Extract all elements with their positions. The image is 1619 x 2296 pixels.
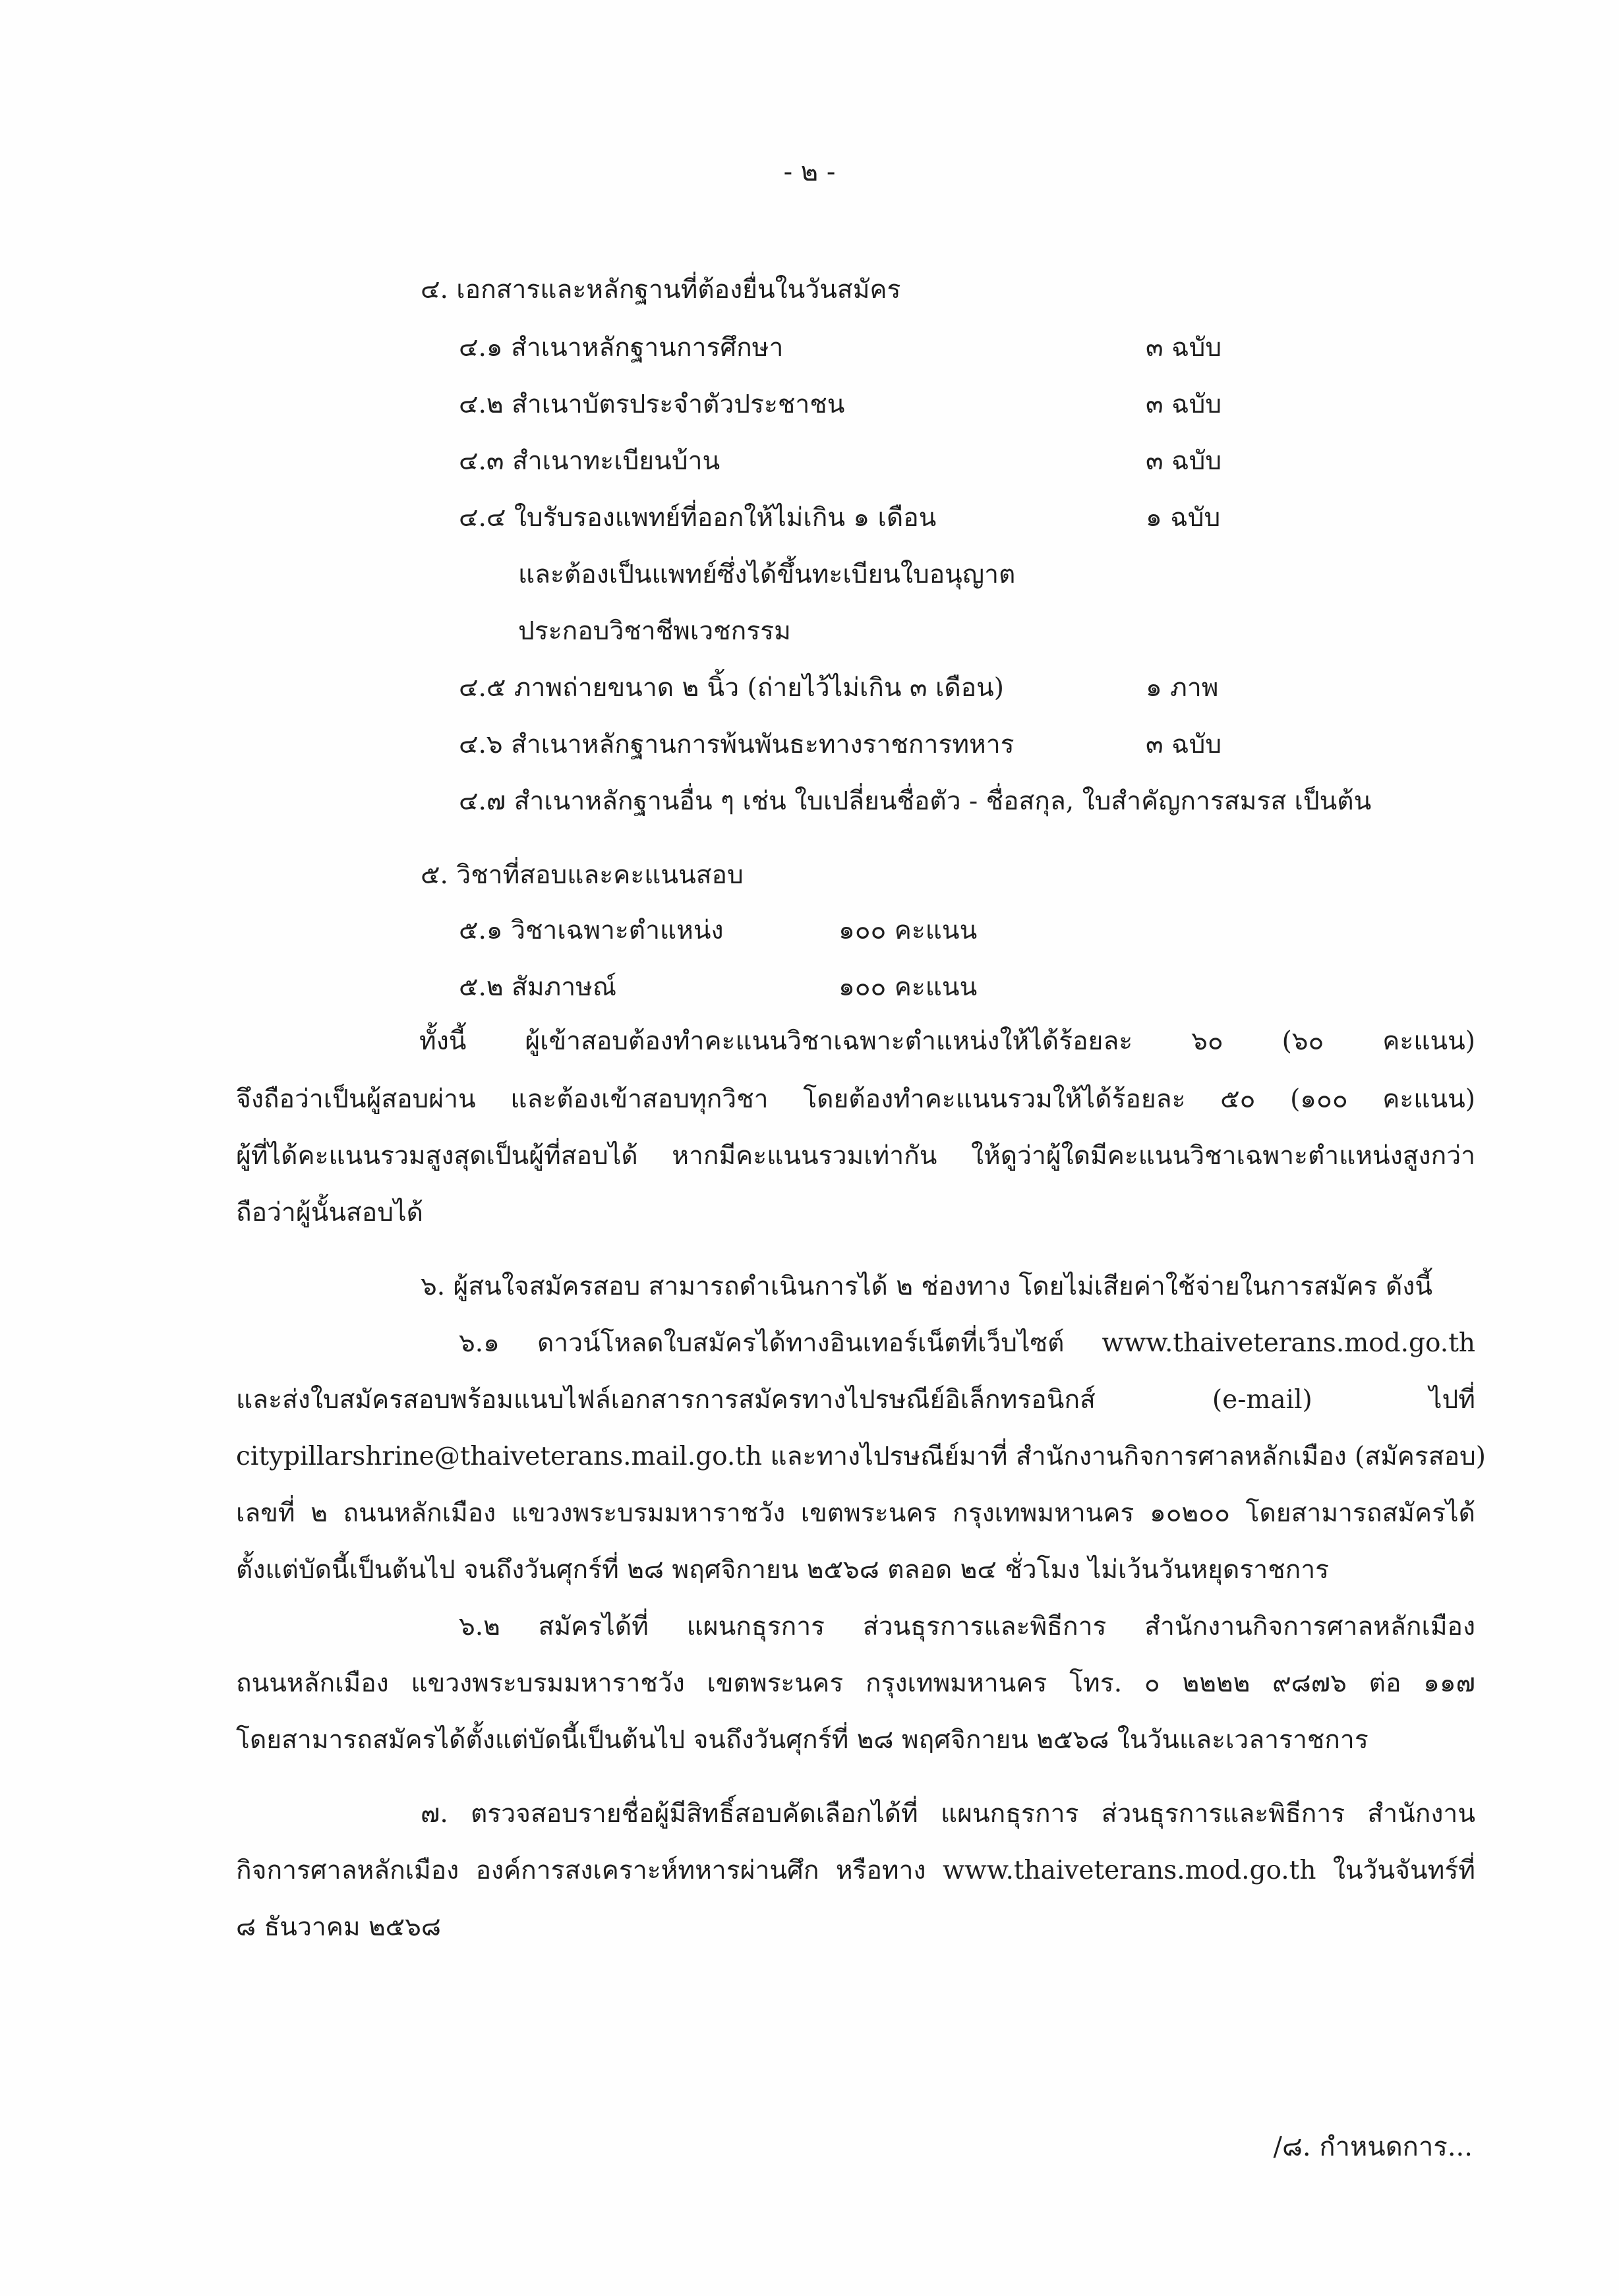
- section6-heading: ๖. ผู้สนใจสมัครสอบ สามารถดำเนินการได้ ๒ ช่องทาง โดยไม่เสียค่าใช้จ่ายในการสมัคร ดังนี้: [421, 1272, 1432, 1301]
- section4-heading: ๔. เอกสารและหลักฐานที่ต้องยื่นในวันสมัคร: [421, 275, 901, 305]
- section5-para-line-4: ถือว่าผู้นั้นสอบได้: [236, 1198, 423, 1227]
- section6-2-line-2: ถนนหลักเมือง แขวงพระบรมมหาราชวัง เขตพระนคร กรุงเทพมหานคร โทร. ๐ ๒๒๒๒ ๙๘๗๖ ต่อ ๑๑๗: [236, 1668, 1475, 1698]
- item-4-1-copies: ๓ ฉบับ: [1146, 333, 1222, 363]
- section7-line-3: ๘ ธันวาคม ๒๕๖๘: [236, 1912, 442, 1942]
- footer-continuation: /๘. กำหนดการ...: [1273, 2132, 1473, 2162]
- item-4-5-label: ๔.๕ ภาพถ่ายขนาด ๒ นิ้ว (ถ่ายไว้ไม่เกิน ๓ เดือน): [459, 673, 1004, 703]
- item-5-2-label: ๕.๒ สัมภาษณ์: [459, 972, 617, 1002]
- section6-1-line-1: ๖.๑ ดาวน์โหลดใบสมัครได้ทางอินเทอร์เน็ตที่เว็บไซต์ www.thaiveterans.mod.go.th: [459, 1328, 1475, 1358]
- item-4-4-continuation-2: ประกอบวิชาชีพเวชกรรม: [518, 616, 791, 646]
- section6-2-line-1: ๖.๒ สมัครได้ที่ แผนกธุรการ ส่วนธุรการและพิธีการ สำนักงานกิจการศาลหลักเมือง: [459, 1612, 1475, 1641]
- item-4-4-label: ๔.๔ ใบรับรองแพทย์ที่ออกให้ไม่เกิน ๑ เดือน: [459, 503, 937, 533]
- section5-para-line-3: ผู้ที่ได้คะแนนรวมสูงสุดเป็นผู้ที่สอบได้ หากมีคะแนนรวมเท่ากัน ให้ดูว่าผู้ใดมีคะแนนวิชาเฉพาะตำแหน่งสูงกว่า: [236, 1141, 1475, 1171]
- item-4-6-copies: ๓ ฉบับ: [1146, 730, 1222, 759]
- item-4-2-label: ๔.๒ สำเนาบัตรประจำตัวประชาชน: [459, 390, 845, 419]
- item-4-3-copies: ๓ ฉบับ: [1146, 446, 1222, 476]
- item-4-4-copies: ๑ ฉบับ: [1146, 503, 1221, 533]
- item-4-2-copies: ๓ ฉบับ: [1146, 390, 1222, 419]
- section6-2-line-3: โดยสามารถสมัครได้ตั้งแต่บัดนี้เป็นต้นไป จนถึงวันศุกร์ที่ ๒๘ พฤศจิกายน ๒๕๖๘ ในวันและเวลาราชการ: [236, 1725, 1369, 1755]
- item-5-2-score: ๑๐๐ คะแนน: [839, 972, 978, 1002]
- section6-1-line-4: เลขที่ ๒ ถนนหลักเมือง แขวงพระบรมมหาราชวัง เขตพระนคร กรุงเทพมหานคร ๑๐๒๐๐ โดยสามารถสมัครได้: [236, 1498, 1475, 1528]
- item-5-1-label: ๕.๑ วิชาเฉพาะตำแหน่ง: [459, 916, 724, 945]
- item-4-4-continuation-1: และต้องเป็นแพทย์ซึ่งได้ขึ้นทะเบียนใบอนุญาต: [518, 560, 1016, 589]
- section5-para-line-1: ทั้งนี้ ผู้เข้าสอบต้องทำคะแนนวิชาเฉพาะตำแหน่งให้ได้ร้อยละ ๖๐ (๖๐ คะแนน): [419, 1026, 1475, 1056]
- section7-line-2: กิจการศาลหลักเมือง องค์การสงเคราะห์ทหารผ่านศึก หรือทาง www.thaiveterans.mod.go.th ในวันจันทร์ที่: [236, 1856, 1475, 1885]
- section5-heading: ๕. วิชาที่สอบและคะแนนสอบ: [421, 860, 744, 890]
- item-4-7-label: ๔.๗ สำเนาหลักฐานอื่น ๆ เช่น ใบเปลี่ยนชื่อตัว - ชื่อสกุล, ใบสำคัญการสมรส เป็นต้น: [459, 786, 1372, 816]
- item-4-1-label: ๔.๑ สำเนาหลักฐานการศึกษา: [459, 333, 784, 363]
- section6-1-line-2: และส่งใบสมัครสอบพร้อมแนบไฟล์เอกสารการสมัครทางไปรษณีย์อิเล็กทรอนิกส์ (e-mail) ไปที่: [236, 1385, 1475, 1415]
- section5-para-line-2: จึงถือว่าเป็นผู้สอบผ่าน และต้องเข้าสอบทุกวิชา โดยต้องทำคะแนนรวมให้ได้ร้อยละ ๕๐ (๑๐๐ คะแนน): [236, 1084, 1475, 1114]
- section6-1-line-5: ตั้งแต่บัดนี้เป็นต้นไป จนถึงวันศุกร์ที่ ๒๘ พฤศจิกายน ๒๕๖๘ ตลอด ๒๔ ชั่วโมง ไม่เว้นวันหยุดราชการ: [236, 1555, 1330, 1585]
- item-4-3-label: ๔.๓ สำเนาทะเบียนบ้าน: [459, 446, 721, 476]
- section6-1-line-3: citypillarshrine@thaiveterans.mail.go.th และทางไปรษณีย์มาที่ สำนักงานกิจการศาลหลักเมือง (สมัครสอบ): [236, 1442, 1487, 1471]
- item-5-1-score: ๑๐๐ คะแนน: [839, 916, 978, 945]
- section7-line-1: ๗. ตรวจสอบรายชื่อผู้มีสิทธิ์สอบคัดเลือกได้ที่ แผนกธุรการ ส่วนธุรการและพิธีการ สำนักงาน: [421, 1799, 1475, 1829]
- item-4-5-copies: ๑ ภาพ: [1146, 673, 1219, 703]
- item-4-6-label: ๔.๖ สำเนาหลักฐานการพ้นพันธะทางราชการทหาร: [459, 730, 1015, 759]
- page-number: - ๒ -: [783, 157, 836, 187]
